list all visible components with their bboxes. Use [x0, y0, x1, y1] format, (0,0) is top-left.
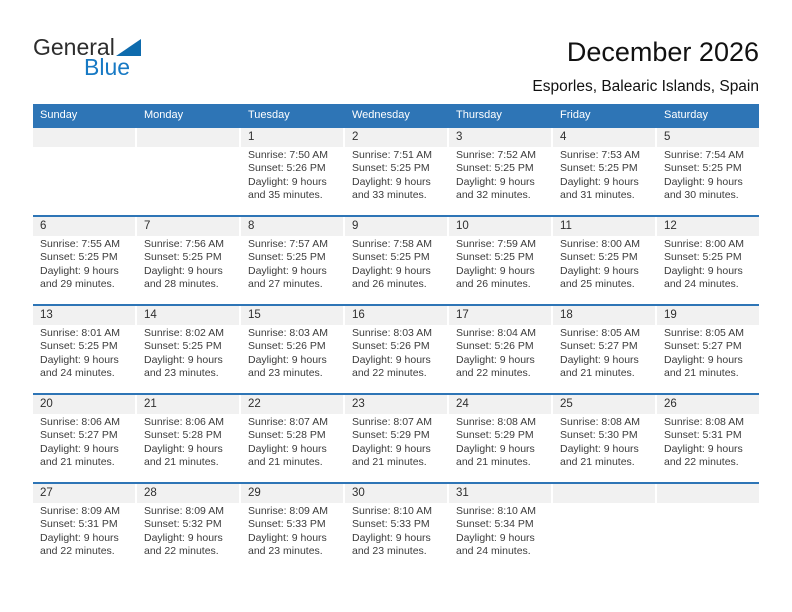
day-sunrise-text: Sunrise: 8:08 AM	[456, 416, 536, 428]
day-cell-empty	[657, 484, 759, 571]
day-info	[553, 147, 655, 203]
day-sunset-text: Sunset: 5:31 PM	[664, 429, 742, 442]
day-number-band	[241, 306, 343, 325]
logo-general-text: General	[33, 34, 115, 60]
day-number-band	[33, 128, 135, 147]
day-sunrise-text: Sunrise: 7:58 AM	[352, 238, 432, 250]
day-info	[657, 325, 759, 381]
day-daylight-text: Daylight: 9 hours and 22 minutes.	[664, 442, 743, 469]
day-info	[33, 236, 135, 292]
day-daylight-text: Daylight: 9 hours and 21 minutes.	[352, 442, 431, 469]
day-sunset-text: Sunset: 5:26 PM	[456, 340, 534, 353]
day-number-band	[137, 128, 239, 147]
day-sunset-text: Sunset: 5:25 PM	[456, 251, 534, 264]
day-sunset-text: Sunset: 5:33 PM	[248, 518, 326, 531]
day-number: 20	[40, 398, 53, 410]
day-daylight-text: Daylight: 9 hours and 23 minutes.	[248, 531, 327, 558]
day-sunset-text: Sunset: 5:26 PM	[248, 340, 326, 353]
week-row-5	[33, 482, 759, 571]
day-sunrise-text: Sunrise: 8:06 AM	[40, 416, 120, 428]
day-number-band	[137, 306, 239, 325]
day-number: 15	[248, 309, 261, 321]
day-cell-27	[33, 484, 135, 571]
weekday-header-cell-saturday: Saturday	[664, 109, 709, 121]
day-sunset-text: Sunset: 5:27 PM	[560, 340, 638, 353]
day-number: 11	[560, 220, 572, 232]
day-cell-31	[449, 484, 551, 571]
day-cell-empty	[553, 484, 655, 571]
day-number: 18	[560, 309, 573, 321]
day-number-band	[33, 306, 135, 325]
day-info	[449, 503, 551, 559]
day-sunrise-text: Sunrise: 8:00 AM	[560, 238, 640, 250]
day-cell-25	[553, 395, 655, 482]
day-sunset-text: Sunset: 5:25 PM	[664, 251, 742, 264]
day-sunset-text: Sunset: 5:26 PM	[352, 340, 430, 353]
day-sunrise-text: Sunrise: 8:09 AM	[40, 505, 120, 517]
day-number-band	[241, 395, 343, 414]
day-number-band	[657, 128, 759, 147]
day-number-band	[449, 306, 551, 325]
day-info	[33, 414, 135, 470]
day-daylight-text: Daylight: 9 hours and 22 minutes.	[40, 531, 119, 558]
day-info	[345, 147, 447, 203]
day-info	[137, 325, 239, 381]
week-row-2	[33, 215, 759, 304]
day-sunset-text: Sunset: 5:34 PM	[456, 518, 534, 531]
day-number-band	[345, 484, 447, 503]
generalblue-logo	[33, 34, 163, 80]
day-daylight-text: Daylight: 9 hours and 24 minutes.	[664, 264, 743, 291]
day-daylight-text: Daylight: 9 hours and 25 minutes.	[560, 264, 639, 291]
day-sunrise-text: Sunrise: 8:08 AM	[560, 416, 640, 428]
day-sunset-text: Sunset: 5:25 PM	[40, 340, 118, 353]
weekday-header-cell-friday: Friday	[560, 109, 591, 121]
day-number: 6	[40, 220, 47, 232]
day-number-band	[449, 484, 551, 503]
day-number: 30	[352, 487, 365, 499]
calendar-grid	[33, 126, 759, 571]
day-cell-26	[657, 395, 759, 482]
week-row-3	[33, 304, 759, 393]
day-daylight-text: Daylight: 9 hours and 32 minutes.	[456, 175, 535, 202]
day-info	[345, 414, 447, 470]
week-row-4	[33, 393, 759, 482]
day-sunrise-text: Sunrise: 7:50 AM	[248, 149, 328, 161]
weekday-header-row	[33, 104, 759, 126]
day-number: 31	[456, 487, 469, 499]
day-daylight-text: Daylight: 9 hours and 21 minutes.	[456, 442, 535, 469]
day-number: 27	[40, 487, 53, 499]
day-sunrise-text: Sunrise: 8:07 AM	[352, 416, 432, 428]
day-cell-4	[553, 128, 655, 215]
day-sunset-text: Sunset: 5:26 PM	[248, 162, 326, 175]
day-info	[33, 325, 135, 381]
day-sunset-text: Sunset: 5:25 PM	[248, 251, 326, 264]
day-sunset-text: Sunset: 5:25 PM	[560, 251, 638, 264]
day-cell-1	[241, 128, 343, 215]
day-number: 21	[144, 398, 157, 410]
day-cell-14	[137, 306, 239, 393]
day-number-band	[241, 217, 343, 236]
day-sunrise-text: Sunrise: 7:54 AM	[664, 149, 744, 161]
day-info	[241, 414, 343, 470]
day-sunset-text: Sunset: 5:28 PM	[248, 429, 326, 442]
day-sunset-text: Sunset: 5:32 PM	[144, 518, 222, 531]
day-sunset-text: Sunset: 5:25 PM	[664, 162, 742, 175]
day-sunset-text: Sunset: 5:25 PM	[560, 162, 638, 175]
day-number: 17	[456, 309, 469, 321]
day-daylight-text: Daylight: 9 hours and 21 minutes.	[560, 442, 639, 469]
day-daylight-text: Daylight: 9 hours and 23 minutes.	[144, 353, 223, 380]
day-number-band	[33, 395, 135, 414]
day-cell-23	[345, 395, 447, 482]
day-number: 14	[144, 309, 157, 321]
weekday-header-cell-tuesday: Tuesday	[248, 109, 290, 121]
day-sunrise-text: Sunrise: 8:05 AM	[560, 327, 640, 339]
location-subtitle: Esporles, Balearic Islands, Spain	[532, 78, 759, 95]
day-daylight-text: Daylight: 9 hours and 21 minutes.	[560, 353, 639, 380]
day-info	[137, 503, 239, 559]
day-sunset-text: Sunset: 5:25 PM	[144, 251, 222, 264]
day-sunset-text: Sunset: 5:25 PM	[144, 340, 222, 353]
day-number-band	[657, 484, 759, 503]
weekday-header-cell-sunday: Sunday	[40, 109, 78, 121]
weekday-header-cell-thursday: Thursday	[456, 109, 502, 121]
day-number: 29	[248, 487, 261, 499]
day-number: 5	[664, 131, 671, 143]
day-info	[657, 236, 759, 292]
logo-blue-text: Blue	[84, 54, 131, 80]
day-cell-20	[33, 395, 135, 482]
day-cell-15	[241, 306, 343, 393]
day-cell-19	[657, 306, 759, 393]
day-number: 22	[248, 398, 261, 410]
day-daylight-text: Daylight: 9 hours and 28 minutes.	[144, 264, 223, 291]
day-info	[345, 236, 447, 292]
day-cell-3	[449, 128, 551, 215]
day-info	[449, 147, 551, 203]
day-number: 1	[248, 131, 255, 143]
day-number-band	[553, 395, 655, 414]
day-info	[657, 147, 759, 203]
day-info	[345, 325, 447, 381]
day-number: 4	[560, 131, 567, 143]
day-daylight-text: Daylight: 9 hours and 26 minutes.	[456, 264, 535, 291]
day-sunrise-text: Sunrise: 7:53 AM	[560, 149, 640, 161]
day-sunrise-text: Sunrise: 7:52 AM	[456, 149, 536, 161]
day-number: 13	[40, 309, 53, 321]
day-daylight-text: Daylight: 9 hours and 23 minutes.	[352, 531, 431, 558]
day-sunset-text: Sunset: 5:30 PM	[560, 429, 638, 442]
day-number: 24	[456, 398, 469, 410]
day-cell-12	[657, 217, 759, 304]
day-number: 3	[456, 131, 463, 143]
day-number: 12	[664, 220, 677, 232]
day-sunset-text: Sunset: 5:25 PM	[40, 251, 118, 264]
day-info	[241, 325, 343, 381]
day-daylight-text: Daylight: 9 hours and 26 minutes.	[352, 264, 431, 291]
day-cell-5	[657, 128, 759, 215]
day-cell-16	[345, 306, 447, 393]
day-cell-7	[137, 217, 239, 304]
calendar-table	[33, 104, 759, 571]
day-sunrise-text: Sunrise: 7:55 AM	[40, 238, 120, 250]
day-cell-17	[449, 306, 551, 393]
day-info	[137, 236, 239, 292]
day-cell-28	[137, 484, 239, 571]
day-number-band	[449, 128, 551, 147]
week-row-1	[33, 126, 759, 215]
day-info	[553, 414, 655, 470]
day-daylight-text: Daylight: 9 hours and 35 minutes.	[248, 175, 327, 202]
day-daylight-text: Daylight: 9 hours and 21 minutes.	[144, 442, 223, 469]
day-sunrise-text: Sunrise: 7:51 AM	[352, 149, 432, 161]
day-sunrise-text: Sunrise: 7:59 AM	[456, 238, 536, 250]
day-info	[345, 503, 447, 559]
day-cell-22	[241, 395, 343, 482]
day-number-band	[345, 306, 447, 325]
day-info	[657, 414, 759, 470]
day-number-band	[553, 484, 655, 503]
day-info	[553, 325, 655, 381]
day-info	[449, 325, 551, 381]
day-sunset-text: Sunset: 5:25 PM	[456, 162, 534, 175]
day-cell-29	[241, 484, 343, 571]
day-number-band	[657, 306, 759, 325]
weekday-header-cell-monday: Monday	[144, 109, 184, 121]
day-sunset-text: Sunset: 5:31 PM	[40, 518, 118, 531]
day-cell-6	[33, 217, 135, 304]
day-number: 28	[144, 487, 157, 499]
day-daylight-text: Daylight: 9 hours and 21 minutes.	[40, 442, 119, 469]
day-info	[241, 236, 343, 292]
day-sunrise-text: Sunrise: 8:10 AM	[352, 505, 432, 517]
day-sunrise-text: Sunrise: 8:04 AM	[456, 327, 536, 339]
day-number-band	[657, 395, 759, 414]
day-number-band	[33, 217, 135, 236]
day-sunrise-text: Sunrise: 8:00 AM	[664, 238, 744, 250]
day-sunset-text: Sunset: 5:25 PM	[352, 251, 430, 264]
day-sunset-text: Sunset: 5:27 PM	[664, 340, 742, 353]
day-sunset-text: Sunset: 5:29 PM	[456, 429, 534, 442]
day-number-band	[137, 484, 239, 503]
day-number-band	[657, 217, 759, 236]
day-number-band	[553, 128, 655, 147]
day-number: 23	[352, 398, 365, 410]
day-sunrise-text: Sunrise: 8:06 AM	[144, 416, 224, 428]
day-cell-24	[449, 395, 551, 482]
day-cell-9	[345, 217, 447, 304]
day-number-band	[33, 484, 135, 503]
day-sunrise-text: Sunrise: 8:05 AM	[664, 327, 744, 339]
day-daylight-text: Daylight: 9 hours and 29 minutes.	[40, 264, 119, 291]
day-info	[449, 414, 551, 470]
day-cell-18	[553, 306, 655, 393]
day-number-band	[449, 217, 551, 236]
day-sunrise-text: Sunrise: 8:03 AM	[248, 327, 328, 339]
day-number-band	[553, 217, 655, 236]
day-sunrise-text: Sunrise: 8:01 AM	[40, 327, 120, 339]
day-sunrise-text: Sunrise: 8:03 AM	[352, 327, 432, 339]
day-daylight-text: Daylight: 9 hours and 22 minutes.	[456, 353, 535, 380]
day-number: 8	[248, 220, 255, 232]
day-daylight-text: Daylight: 9 hours and 21 minutes.	[664, 353, 743, 380]
day-number: 2	[352, 131, 359, 143]
day-number: 7	[144, 220, 151, 232]
day-cell-empty	[33, 128, 135, 215]
day-sunrise-text: Sunrise: 8:08 AM	[664, 416, 744, 428]
day-cell-30	[345, 484, 447, 571]
day-sunset-text: Sunset: 5:27 PM	[40, 429, 118, 442]
day-sunrise-text: Sunrise: 7:56 AM	[144, 238, 224, 250]
day-number: 9	[352, 220, 359, 232]
day-info	[553, 236, 655, 292]
day-cell-empty	[137, 128, 239, 215]
day-cell-21	[137, 395, 239, 482]
day-number-band	[345, 217, 447, 236]
day-info	[33, 503, 135, 559]
day-daylight-text: Daylight: 9 hours and 23 minutes.	[248, 353, 327, 380]
day-daylight-text: Daylight: 9 hours and 22 minutes.	[144, 531, 223, 558]
day-number-band	[241, 484, 343, 503]
day-daylight-text: Daylight: 9 hours and 21 minutes.	[248, 442, 327, 469]
day-cell-13	[33, 306, 135, 393]
day-sunrise-text: Sunrise: 7:57 AM	[248, 238, 328, 250]
day-number-band	[345, 128, 447, 147]
day-info	[241, 503, 343, 559]
weekday-header-cell-wednesday: Wednesday	[352, 109, 410, 121]
day-sunset-text: Sunset: 5:25 PM	[352, 162, 430, 175]
day-daylight-text: Daylight: 9 hours and 27 minutes.	[248, 264, 327, 291]
day-sunrise-text: Sunrise: 8:07 AM	[248, 416, 328, 428]
day-number-band	[241, 128, 343, 147]
day-sunrise-text: Sunrise: 8:09 AM	[248, 505, 328, 517]
month-title: December 2026	[566, 37, 759, 67]
day-cell-11	[553, 217, 655, 304]
day-daylight-text: Daylight: 9 hours and 22 minutes.	[352, 353, 431, 380]
day-number: 19	[664, 309, 677, 321]
day-number-band	[449, 395, 551, 414]
day-number: 16	[352, 309, 365, 321]
day-daylight-text: Daylight: 9 hours and 33 minutes.	[352, 175, 431, 202]
day-sunset-text: Sunset: 5:28 PM	[144, 429, 222, 442]
day-number-band	[553, 306, 655, 325]
day-daylight-text: Daylight: 9 hours and 24 minutes.	[40, 353, 119, 380]
day-daylight-text: Daylight: 9 hours and 30 minutes.	[664, 175, 743, 202]
day-cell-2	[345, 128, 447, 215]
day-sunset-text: Sunset: 5:33 PM	[352, 518, 430, 531]
day-daylight-text: Daylight: 9 hours and 24 minutes.	[456, 531, 535, 558]
day-sunset-text: Sunset: 5:29 PM	[352, 429, 430, 442]
day-info	[241, 147, 343, 203]
day-daylight-text: Daylight: 9 hours and 31 minutes.	[560, 175, 639, 202]
day-number-band	[345, 395, 447, 414]
day-number-band	[137, 217, 239, 236]
day-number-band	[137, 395, 239, 414]
day-sunrise-text: Sunrise: 8:10 AM	[456, 505, 536, 517]
day-number: 25	[560, 398, 573, 410]
day-number: 26	[664, 398, 677, 410]
day-sunrise-text: Sunrise: 8:02 AM	[144, 327, 224, 339]
day-cell-10	[449, 217, 551, 304]
day-number: 10	[456, 220, 469, 232]
day-info	[137, 414, 239, 470]
day-cell-8	[241, 217, 343, 304]
day-sunrise-text: Sunrise: 8:09 AM	[144, 505, 224, 517]
day-info	[449, 236, 551, 292]
